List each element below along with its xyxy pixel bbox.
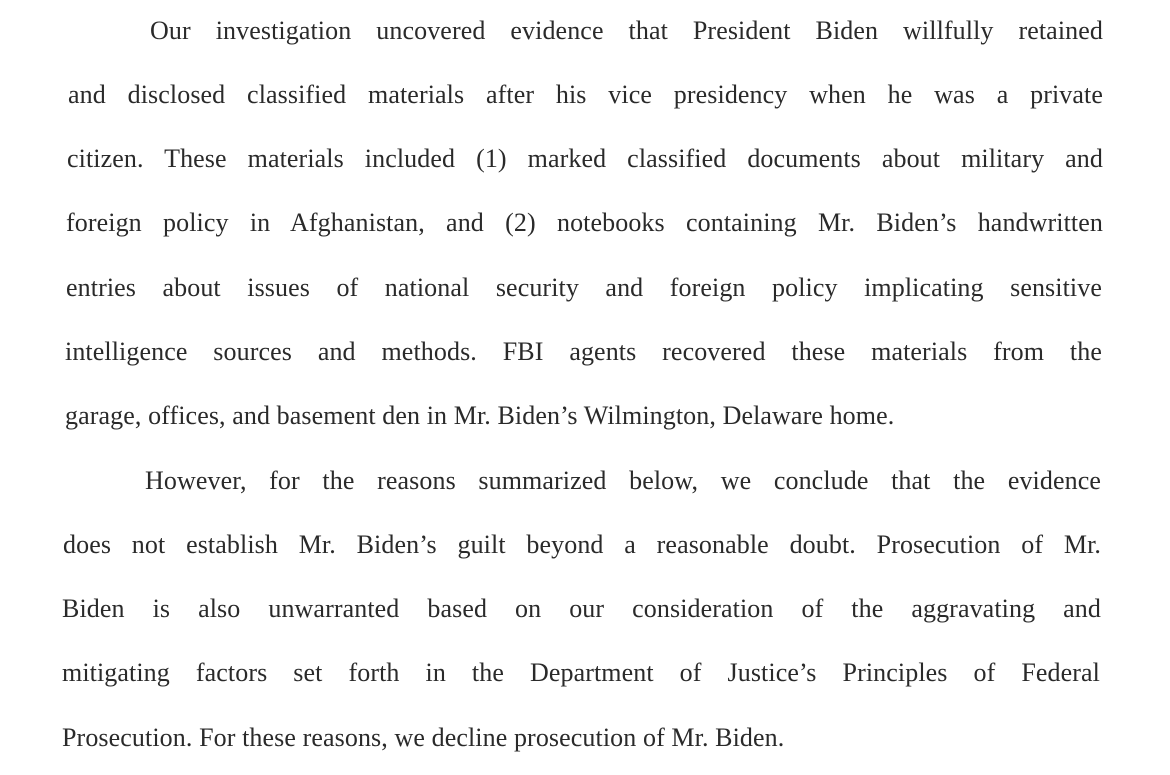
paragraph-line: citizen. These materials included (1) marked classified documents about military and: [67, 144, 1103, 173]
paragraph-line: foreign policy in Afghanistan, and (2) notebooks containing Mr. Biden’s handwritten: [66, 208, 1103, 237]
paragraph-line: mitigating factors set forth in the Department of Justice’s Principles of Federal: [62, 658, 1100, 687]
paragraph-line: entries about issues of national security and foreign policy implicating sensitive: [66, 273, 1102, 302]
paragraph-line: garage, offices, and basement den in Mr. Biden’s Wilmington, Delaware home.: [65, 401, 895, 430]
paragraph-line: However, for the reasons summarized below, we conclude that the evidence: [145, 466, 1101, 495]
paragraph-line: Biden is also unwarranted based on our consideration of the aggravating and: [62, 594, 1101, 623]
paragraph-line: intelligence sources and methods. FBI agents recovered these materials from the: [65, 337, 1102, 366]
paragraph-line: does not establish Mr. Biden’s guilt beyond a reasonable doubt. Prosecution of Mr.: [63, 530, 1101, 559]
paragraph-line: and disclosed classified materials after his vice presidency when he was a private: [68, 80, 1103, 109]
paragraph-line: Prosecution. For these reasons, we decline prosecution of Mr. Biden.: [62, 723, 785, 752]
paragraph-line: Our investigation uncovered evidence that President Biden willfully retained: [150, 16, 1103, 45]
